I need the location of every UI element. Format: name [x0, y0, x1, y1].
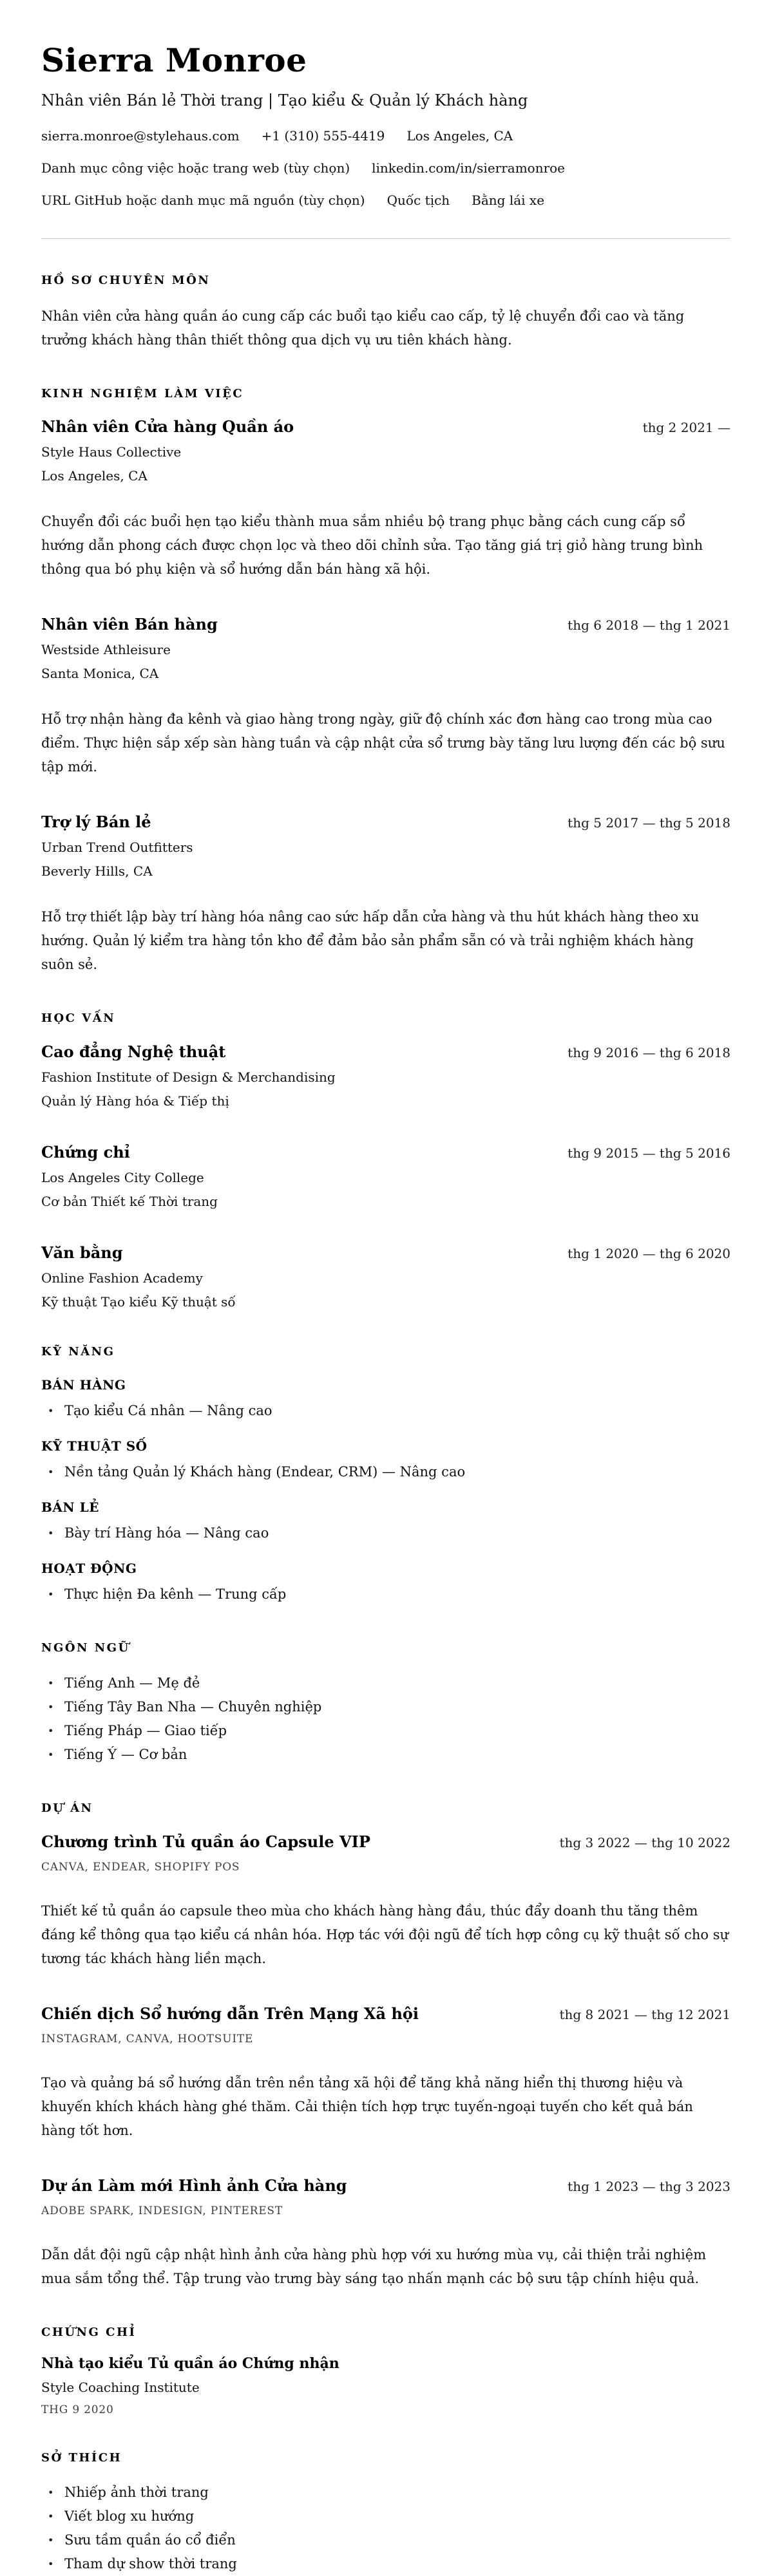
project-tools: INSTAGRAM, CANVA, HOOTSUITE: [41, 2032, 254, 2045]
project-dates: thg 8 2021 — thg 12 2021: [559, 2006, 730, 2022]
section-title-profile: HỒ SƠ CHUYÊN MÔN: [41, 274, 211, 288]
person-name: Sierra Monroe: [41, 41, 307, 79]
job-title: Nhân viên Bán hàng: [41, 615, 218, 634]
project-description: Thiết kế tủ quần áo capsule theo mùa cho khách hàng hàng đầu, thúc đẩy doanh thu tăng thêm đáng kể thông qua tạo kiểu cá nhân hóa. Hợp tác với đội ngũ để tích hợp công cụ kỹ thuật số cho sự tương tác khách hàng liền mạch.: [41, 1903, 729, 1966]
section-skills: [41, 1345, 730, 1606]
resume-header: [41, 42, 730, 209]
contact-row-web: [41, 160, 730, 176]
project-entry: [41, 2176, 730, 2291]
certification-issuer: Style Coaching Institute: [41, 2380, 200, 2396]
skill-group-label: HOẠT ĐỘNG: [41, 1560, 137, 1576]
contact-row-misc: [41, 192, 730, 209]
education-dates: thg 9 2015 — thg 5 2016: [568, 1145, 730, 1161]
project-entry: [41, 2004, 730, 2143]
section-title-experience: KINH NGHIỆM LÀM VIỆC: [41, 386, 244, 400]
job-description: Chuyển đổi các buổi hẹn tạo kiểu thành mua sắm nhiều bộ trang phục bằng cách cung cấp sổ hướng dẫn phong cách được chọn lọc và theo dõi chỉnh sửa. Tạo tăng giá trị giỏ hàng trung bình thông qua bó phụ kiện và sổ hướng dẫn bán hàng xã hội.: [41, 514, 703, 578]
language-item: • Tiếng Pháp — Giao tiếp: [48, 1719, 730, 1743]
contact-row-primary: [41, 127, 730, 144]
section-profile: [41, 274, 730, 352]
project-description: Dẫn dắt đội ngũ cập nhật hình ảnh cửa hàng phù hợp với xu hướng mùa vụ, cải thiện trải nghiệm mua sắm tổng thể. Tập trung vào trưng bày sáng tạo nhấn mạnh các bộ sưu tập chính hiệu quả.: [41, 2246, 707, 2286]
certification-name: Nhà tạo kiểu Tủ quần áo Chứng nhận: [41, 2355, 339, 2373]
job-title: Nhân viên Cửa hàng Quần áo: [41, 417, 294, 437]
skill-group-label: BÁN HÀNG: [41, 1377, 126, 1393]
job-entry: [41, 615, 730, 779]
email-link[interactable]: sierra.monroe@stylehaus.com: [41, 128, 240, 144]
project-title: Dự án Làm mới Hình ảnh Cửa hàng: [41, 2176, 347, 2195]
section-experience: [41, 387, 730, 977]
project-dates: thg 3 2022 — thg 10 2022: [559, 1834, 730, 1850]
skill-item: • Tạo kiểu Cá nhân — Nâng cao: [48, 1399, 730, 1423]
location-text: Los Angeles, CA: [406, 128, 513, 144]
language-item: • Tiếng Ý — Cơ bản: [48, 1743, 730, 1767]
project-entry: [41, 1832, 730, 1971]
school-name: Los Angeles City College: [41, 1169, 204, 1185]
education-dates: thg 1 2020 — thg 6 2020: [568, 1245, 730, 1261]
job-location: Los Angeles, CA: [41, 468, 148, 484]
education-dates: thg 9 2016 — thg 6 2018: [568, 1044, 730, 1060]
skill-group: [41, 1437, 730, 1484]
skill-item: • Thực hiện Đa kênh — Trung cấp: [48, 1583, 730, 1606]
section-title-skills: KỸ NĂNG: [41, 1344, 115, 1359]
skill-group-label: KỸ THUẬT SỐ: [41, 1438, 148, 1454]
job-location: Santa Monica, CA: [41, 666, 159, 682]
project-tools: CANVA, ENDEAR, SHOPIFY POS: [41, 1860, 240, 1874]
field-of-study: Kỹ thuật Tạo kiểu Kỹ thuật số: [41, 1293, 236, 1310]
project-dates: thg 1 2023 — thg 3 2023: [568, 2178, 730, 2194]
skill-group: [41, 1559, 730, 1606]
section-title-education: HỌC VẤN: [41, 1011, 116, 1026]
job-description: Hỗ trợ thiết lập bày trí hàng hóa nâng cao sức hấp dẫn cửa hàng và thu hút khách hàng theo xu hướng. Quản lý kiểm tra hàng tồn kho để đảm bảo sản phẩm sẵn có và trải nghiệm khách hàng suôn sẻ.: [41, 909, 700, 973]
degree-title: Cao đẳng Nghệ thuật: [41, 1042, 226, 1061]
project-title: Chiến dịch Sổ hướng dẫn Trên Mạng Xã hội: [41, 2004, 419, 2023]
degree-title: Chứng chỉ: [41, 1142, 130, 1161]
job-location: Beverly Hills, CA: [41, 863, 153, 879]
job-company: Style Haus Collective: [41, 444, 182, 460]
education-entry: [41, 1042, 730, 1109]
school-name: Online Fashion Academy: [41, 1270, 203, 1286]
section-hobbies: [41, 2451, 730, 2576]
driving-license-label: Bằng lái xe: [472, 193, 545, 209]
job-entry: [41, 813, 730, 977]
project-description: Tạo và quảng bá sổ hướng dẫn trên nền tảng xã hội để tăng khả năng hiển thị thương hiệu và khuyến khích khách hàng ghé thăm. Cải thiện tích hợp trực tuyến-ngoại tuyến cho kết quả bán hàng tốt hơn.: [41, 2074, 693, 2138]
school-name: Fashion Institute of Design & Merchandising: [41, 1069, 336, 1085]
field-of-study: Quản lý Hàng hóa & Tiếp thị: [41, 1093, 229, 1109]
section-title-hobbies: SỞ THÍCH: [41, 2451, 122, 2465]
language-item: • Tiếng Anh — Mẹ đẻ: [48, 1671, 730, 1695]
section-projects: [41, 1801, 730, 2291]
job-dates: thg 6 2018 — thg 1 2021: [568, 617, 730, 634]
project-title: Chương trình Tủ quần áo Capsule VIP: [41, 1832, 370, 1851]
skill-group: [41, 1376, 730, 1423]
job-description: Hỗ trợ nhận hàng đa kênh và giao hàng trong ngày, giữ độ chính xác đơn hàng cao trong mùa cao điểm. Thực hiện sắp xếp sàn hàng tuần và cập nhật cửa sổ trưng bày tăng lưu lượng đến các bộ sưu tập mới.: [41, 711, 725, 775]
section-title-certifications: CHỨNG CHỈ: [41, 2325, 137, 2339]
github-placeholder: URL GitHub hoặc danh mục mã nguồn (tùy chọn): [41, 193, 365, 209]
linkedin-link[interactable]: linkedin.com/in/sierramonroe: [372, 160, 566, 176]
language-item: • Tiếng Tây Ban Nha — Chuyên nghiệp: [48, 1695, 730, 1719]
education-entry: [41, 1243, 730, 1310]
skill-item: • Bày trí Hàng hóa — Nâng cao: [48, 1521, 730, 1545]
skill-group: [41, 1498, 730, 1545]
education-entry: [41, 1143, 730, 1210]
header-divider: [41, 238, 730, 239]
job-company: Urban Trend Outfitters: [41, 840, 193, 856]
hobby-item: • Tham dự show thời trang: [48, 2552, 730, 2576]
job-dates: thg 5 2017 — thg 5 2018: [568, 815, 730, 831]
skill-item: • Nền tảng Quản lý Khách hàng (Endear, CRM) — Nâng cao: [48, 1460, 730, 1484]
contact-info: [41, 127, 730, 209]
degree-title: Văn bằng: [41, 1243, 123, 1262]
section-languages: [41, 1641, 730, 1767]
job-title: Trợ lý Bán lẻ: [41, 813, 151, 832]
section-certifications: [41, 2326, 730, 2417]
nationality-label: Quốc tịch: [386, 193, 450, 209]
job-dates: thg 2 2021 —: [642, 420, 730, 436]
section-title-projects: DỰ ÁN: [41, 1801, 93, 1816]
profile-summary: Nhân viên cửa hàng quần áo cung cấp các buổi tạo kiểu cao cấp, tỷ lệ chuyển đổi cao và tăng trưởng khách hàng thân thiết thông qua dịch vụ ưu tiên khách hàng.: [41, 308, 685, 348]
certification-entry: [41, 2355, 730, 2416]
headline: Nhân viên Bán lẻ Thời trang | Tạo kiểu & Quản lý Khách hàng: [41, 91, 528, 109]
job-company: Westside Athleisure: [41, 642, 171, 658]
field-of-study: Cơ bản Thiết kế Thời trang: [41, 1193, 218, 1209]
section-title-languages: NGÔN NGỮ: [41, 1641, 130, 1655]
project-tools: ADOBE SPARK, INDESIGN, PINTEREST: [41, 2204, 283, 2217]
certification-date: THG 9 2020: [41, 2403, 114, 2417]
hobby-item: • Sưu tầm quần áo cổ điển: [48, 2528, 730, 2552]
job-entry: [41, 417, 730, 581]
skill-group-label: BÁN LẺ: [41, 1499, 99, 1515]
phone-number: +1 (310) 555-4419: [261, 128, 385, 144]
section-education: [41, 1011, 730, 1310]
portfolio-placeholder: Danh mục công việc hoặc trang web (tùy chọn): [41, 160, 350, 176]
hobby-item: • Viết blog xu hướng: [48, 2505, 730, 2528]
hobby-item: • Nhiếp ảnh thời trang: [48, 2481, 730, 2505]
